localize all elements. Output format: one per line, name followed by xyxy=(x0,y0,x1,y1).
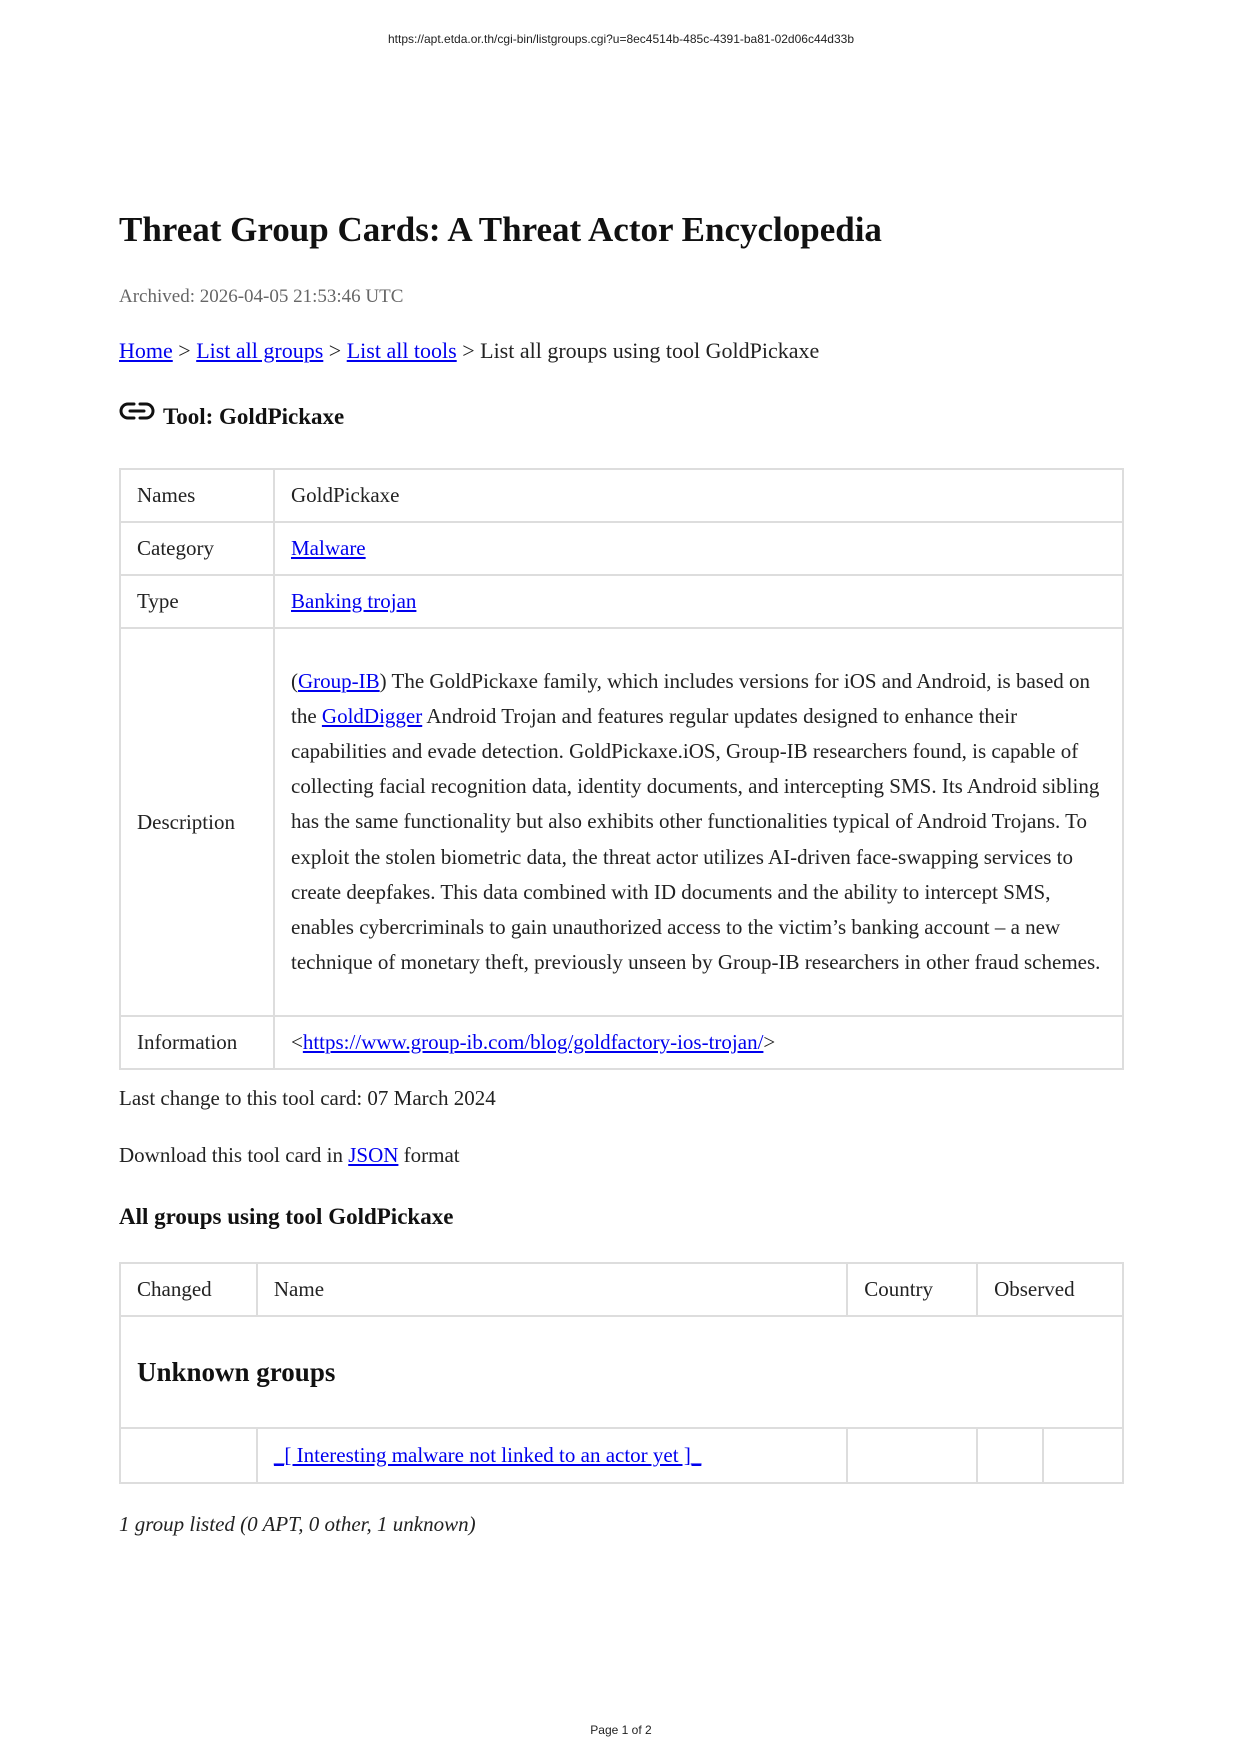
page-number: Page 1 of 2 xyxy=(590,1723,652,1737)
breadcrumb-tools-link[interactable]: List all tools xyxy=(346,338,457,363)
breadcrumb-separator: > xyxy=(172,338,197,363)
type-link[interactable]: Banking trojan xyxy=(291,589,417,613)
last-change: Last change to this tool card: 07 March 2024 xyxy=(119,1086,496,1110)
names-label: Names xyxy=(120,469,274,522)
col-header-observed: Observed xyxy=(977,1263,1123,1316)
table-row-category xyxy=(120,522,1123,575)
group-link[interactable]: _[ Interesting malware not linked to an actor yet ]_ xyxy=(273,1443,702,1467)
description-text xyxy=(274,628,1123,1016)
table-row-type xyxy=(120,575,1123,628)
description-paren: ( xyxy=(291,668,298,693)
tool-heading xyxy=(119,400,344,430)
category-link[interactable]: Malware xyxy=(291,536,366,560)
table-row-names xyxy=(120,469,1123,522)
source-link[interactable]: Group-IB xyxy=(298,668,380,693)
observed-cell xyxy=(977,1428,1043,1483)
section-title-unknown-groups: Unknown groups xyxy=(120,1316,1123,1428)
link-icon xyxy=(119,400,155,422)
information-link[interactable]: https://www.group-ib.com/blog/goldfactory-ios-trojan/ xyxy=(302,1030,764,1054)
description-part1: ) The GoldPickaxe family, which includes versions for iOS and Android, is based on the xyxy=(291,668,1091,728)
type-label: Type xyxy=(120,575,274,628)
groups-summary: 1 group listed (0 APT, 0 other, 1 unknown) xyxy=(119,1512,476,1536)
col-header-name: Name xyxy=(257,1263,847,1316)
breadcrumb xyxy=(119,338,819,364)
category-label: Category xyxy=(120,522,274,575)
table-row-description xyxy=(120,628,1123,1016)
information-label: Information xyxy=(120,1016,274,1069)
breadcrumb-current: > List all groups using tool GoldPickaxe xyxy=(456,338,820,363)
group-name-cell xyxy=(257,1428,847,1483)
information-open: < xyxy=(291,1030,303,1054)
archived-timestamp: Archived: 2026-04-05 21:53:46 UTC xyxy=(119,286,404,307)
download-line xyxy=(119,1143,460,1168)
json-download-link[interactable]: JSON xyxy=(348,1143,399,1167)
groups-table-header xyxy=(120,1263,1123,1316)
section-row xyxy=(120,1316,1123,1428)
breadcrumb-groups-link[interactable]: List all groups xyxy=(196,338,324,363)
type-cell xyxy=(274,575,1123,628)
names-value: GoldPickaxe xyxy=(274,469,1123,522)
changed-cell xyxy=(120,1428,257,1483)
col-header-country: Country xyxy=(847,1263,977,1316)
country-cell xyxy=(847,1428,977,1483)
breadcrumb-separator: > xyxy=(323,338,347,363)
description-part2: Android Trojan and features regular updates designed to enhance their capabilities and evade detection. GoldPickaxe.iOS, Group-IB researchers found, is capable of collecting facial recognition data, identity documents, and intercepting SMS. Its Android sibling has the same functionality but also exhibits other functionalities typical of Android Trojans. To exploit the stolen biometric data, the threat actor utilizes AI-driven face-swapping services to create deepfakes. This data combined with ID documents and the ability to intercept SMS, enables cybercriminals to gain unauthorized access to the victim’s banking account – a new technique of monetary theft, previously unseen by Group-IB researchers in other fraud schemes. xyxy=(291,703,1101,975)
col-header-changed: Changed xyxy=(120,1263,257,1316)
download-prefix: Download this tool card in xyxy=(119,1143,349,1167)
tool-info-table xyxy=(119,468,1124,1070)
groups-heading: All groups using tool GoldPickaxe xyxy=(119,1204,454,1229)
print-url: https://apt.etda.or.th/cgi-bin/listgroups.cgi?u=8ec4514b-485c-4391-ba81-02d06c44d33b xyxy=(387,32,854,46)
information-close: > xyxy=(763,1030,776,1054)
breadcrumb-home-link[interactable]: Home xyxy=(119,338,173,363)
category-cell xyxy=(274,522,1123,575)
table-row xyxy=(120,1428,1123,1483)
description-label: Description xyxy=(120,628,274,1016)
table-row-information xyxy=(120,1016,1123,1069)
groups-table xyxy=(119,1262,1124,1484)
golddigger-link[interactable]: GoldDigger xyxy=(321,703,423,728)
page-title: Threat Group Cards: A Threat Actor Encyclopedia xyxy=(119,210,882,249)
extra-cell xyxy=(1043,1428,1123,1483)
tool-heading-text: Tool: GoldPickaxe xyxy=(163,404,345,429)
information-cell xyxy=(274,1016,1123,1069)
download-suffix: format xyxy=(398,1143,460,1167)
